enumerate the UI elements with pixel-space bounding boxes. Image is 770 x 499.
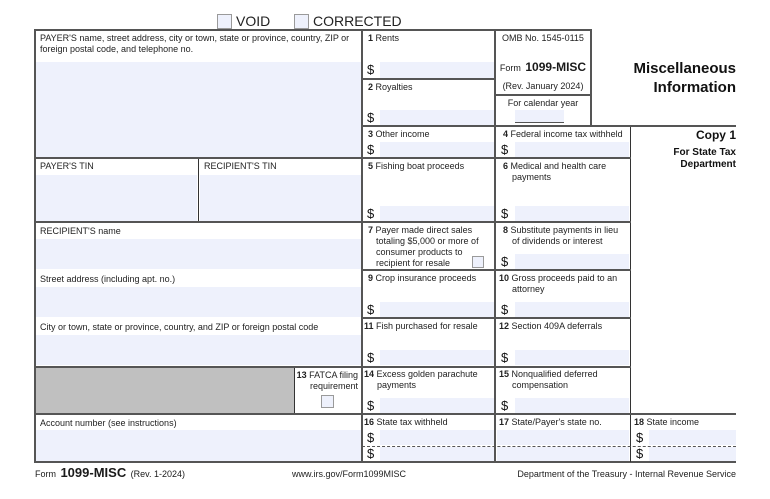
copy-label: Copy 1 — [695, 128, 736, 142]
row-line-366 — [34, 366, 631, 368]
box16-field-2[interactable] — [380, 447, 494, 461]
box15-label — [499, 369, 598, 391]
calendar-year-underline — [515, 122, 564, 123]
box12-text: Section 409A deferrals — [511, 321, 603, 331]
box12-field[interactable] — [515, 350, 629, 365]
street-address-field[interactable] — [36, 287, 361, 317]
city-field[interactable] — [36, 335, 361, 365]
box2-text: Royalties — [375, 82, 413, 92]
box16-field-1[interactable] — [380, 430, 494, 445]
payer-tin-label: PAYER'S TIN — [40, 161, 94, 171]
title-line-1: Miscellaneous — [633, 60, 736, 77]
box15-num: 15 — [499, 369, 510, 379]
box6-field[interactable] — [515, 206, 629, 221]
city-label: City or town, state or province, country, and ZIP or foreign postal code — [40, 322, 319, 332]
box8-text-1: Substitute payments in lieu — [510, 225, 619, 235]
void-label: VOID — [236, 13, 271, 29]
box15-field[interactable] — [515, 398, 629, 413]
box11-text: Fish purchased for resale — [376, 321, 478, 331]
box2-field[interactable] — [380, 110, 494, 125]
box12-dollar: $ — [501, 350, 509, 365]
box5-num: 5 — [368, 161, 374, 171]
box6-label — [503, 161, 606, 183]
box4-field[interactable] — [515, 142, 629, 157]
box8-field[interactable] — [515, 254, 629, 269]
box9-num: 9 — [368, 273, 374, 283]
box4-num: 4 — [503, 129, 509, 139]
box7-label — [368, 225, 479, 269]
recipient-name-field[interactable] — [36, 239, 361, 269]
dashed-line-state — [362, 446, 736, 447]
box12-num: 12 — [499, 321, 510, 331]
row-line-126 — [362, 125, 736, 127]
box18-num: 18 — [634, 417, 645, 427]
omb-rev: (Rev. January 2024) — [502, 81, 584, 91]
box14-num: 14 — [364, 369, 375, 379]
box10-text-2: attorney — [512, 284, 545, 294]
omb-form-name — [495, 58, 591, 76]
box16-dollar-2: $ — [367, 446, 375, 461]
box7-text-1: Payer made direct sales — [375, 225, 473, 235]
box4-dollar: $ — [501, 142, 509, 157]
col-divider-630 — [630, 126, 631, 462]
void-checkbox[interactable] — [217, 14, 232, 29]
fatca-label-2: requirement — [309, 381, 358, 391]
shaded-area — [36, 368, 294, 414]
calendar-year-label: For calendar year — [507, 98, 579, 108]
fatca-label-1: FATCA filing — [309, 370, 358, 380]
box16-dollar-1: $ — [367, 430, 375, 445]
box1-label — [368, 33, 399, 44]
box18-text: State income — [646, 417, 700, 427]
recipient-tin-label: RECIPIENT'S TIN — [204, 161, 277, 171]
box17-num: 17 — [499, 417, 510, 427]
box10-num: 10 — [499, 273, 510, 283]
corrected-checkbox[interactable] — [294, 14, 309, 29]
box9-field[interactable] — [380, 302, 494, 317]
box7-num: 7 — [368, 225, 374, 235]
copy-for-2: Department — [680, 159, 736, 170]
box9-text: Crop insurance proceeds — [375, 273, 477, 283]
box10-field[interactable] — [515, 302, 629, 317]
box14-text-2: payments — [377, 380, 417, 390]
payer-info-label: PAYER'S name, street address, city or town, state or province, country, ZIP or foreign postal code, and telephone no. — [40, 33, 350, 54]
copy-for-1: For State Tax — [673, 147, 736, 158]
box12-label — [499, 321, 602, 332]
box9-label — [368, 273, 476, 284]
omb-rev-line — [495, 94, 591, 96]
box15-dollar: $ — [501, 398, 509, 413]
box14-label — [364, 369, 478, 391]
account-number-label: Account number (see instructions) — [40, 418, 177, 428]
box2-label — [368, 82, 413, 93]
box17-field-2[interactable] — [497, 447, 629, 461]
box17-text: State/Payer's state no. — [511, 417, 602, 427]
box18-dollar-2: $ — [636, 446, 644, 461]
payer-info-field[interactable] — [36, 62, 361, 157]
box17-label — [499, 417, 602, 428]
box7-text-2: totaling $5,000 or more of — [376, 236, 479, 246]
footer-form-word: Form — [35, 469, 56, 479]
footer-form-name — [35, 464, 185, 482]
footer-dept: Department of the Treasury - Internal Revenue Service — [517, 469, 736, 479]
box5-field[interactable] — [380, 206, 494, 221]
box7-checkbox[interactable] — [472, 256, 484, 268]
omb-form-number: 1099-MISC — [525, 60, 587, 74]
box17-field-1[interactable] — [497, 430, 629, 445]
box10-text-1: Gross proceeds paid to an — [511, 273, 618, 283]
row-line-222 — [34, 221, 631, 223]
box5-label — [368, 161, 464, 172]
box11-num: 11 — [364, 321, 374, 331]
box3-field[interactable] — [380, 142, 494, 157]
box3-label — [368, 129, 430, 140]
box6-dollar: $ — [501, 206, 509, 221]
fatca-checkbox[interactable] — [321, 395, 334, 408]
row-line-414 — [34, 413, 736, 415]
box16-label — [364, 417, 448, 428]
box4-text: Federal income tax withheld — [510, 129, 623, 139]
col-divider-362 — [361, 29, 363, 463]
footer-url[interactable]: www.irs.gov/Form1099MISC — [292, 469, 407, 479]
box1-field[interactable] — [380, 62, 494, 78]
box3-num: 3 — [368, 129, 374, 139]
row-line-270 — [362, 269, 631, 271]
omb-form-word: Form — [499, 63, 521, 73]
box8-text-2: of dividends or interest — [512, 236, 603, 246]
footer-rev: (Rev. 1-2024) — [130, 469, 186, 479]
box7-text-4: recipient for resale — [376, 258, 451, 268]
box10-label — [499, 273, 617, 295]
box11-field[interactable] — [380, 350, 494, 365]
payer-tin-field[interactable] — [36, 175, 197, 221]
box14-dollar: $ — [367, 398, 375, 413]
box6-text-2: payments — [512, 172, 552, 182]
fatca-num: 13 — [296, 370, 307, 380]
form-top-border — [34, 29, 591, 31]
box7-text-3: consumer products to — [376, 247, 463, 257]
box8-dollar: $ — [501, 254, 509, 269]
street-address-label: Street address (including apt. no.) — [40, 274, 176, 284]
recipient-tin-field[interactable] — [200, 175, 361, 221]
box6-num: 6 — [503, 161, 509, 171]
box8-num: 8 — [503, 225, 509, 235]
account-number-field[interactable] — [36, 430, 361, 461]
tin-divider — [198, 158, 199, 222]
form-left-border — [34, 29, 36, 463]
omb-number: OMB No. 1545-0115 — [502, 33, 584, 43]
calendar-year-field[interactable] — [515, 110, 564, 122]
row-line-79 — [362, 78, 495, 80]
box1-num: 1 — [368, 33, 374, 43]
fatca-divider — [294, 367, 295, 414]
box2-dollar: $ — [367, 110, 375, 125]
box3-text: Other income — [375, 129, 430, 139]
box14-field[interactable] — [380, 398, 494, 413]
corrected-label: CORRECTED — [313, 13, 402, 29]
box14-text-1: Excess golden parachute — [376, 369, 478, 379]
box15-text-1: Nonqualified deferred — [511, 369, 598, 379]
footer-form-number: 1099-MISC — [60, 465, 127, 480]
recipient-name-label: RECIPIENT'S name — [40, 226, 121, 236]
box9-dollar: $ — [367, 302, 375, 317]
title-line-2: Information — [653, 79, 736, 96]
box11-dollar: $ — [367, 350, 375, 365]
box1-text: Rents — [375, 33, 400, 43]
row-line-318 — [362, 317, 631, 319]
box18-field-1[interactable] — [649, 430, 736, 445]
box6-text-1: Medical and health care — [510, 161, 607, 171]
box16-text: State tax withheld — [376, 417, 448, 427]
box18-dollar-1: $ — [636, 430, 644, 445]
box8-label — [503, 225, 618, 247]
box15-text-2: compensation — [512, 380, 569, 390]
fatca-label — [296, 370, 358, 392]
row-line-158 — [34, 157, 631, 159]
box18-field-2[interactable] — [649, 447, 736, 461]
box16-num: 16 — [364, 417, 375, 427]
box4-label — [503, 129, 623, 140]
box11-label — [364, 321, 478, 332]
box1-dollar: $ — [367, 62, 375, 77]
box5-text: Fishing boat proceeds — [375, 161, 465, 171]
box10-dollar: $ — [501, 302, 509, 317]
box3-dollar: $ — [367, 142, 375, 157]
box5-dollar: $ — [367, 206, 375, 221]
box2-num: 2 — [368, 82, 374, 92]
box18-label — [634, 417, 699, 428]
